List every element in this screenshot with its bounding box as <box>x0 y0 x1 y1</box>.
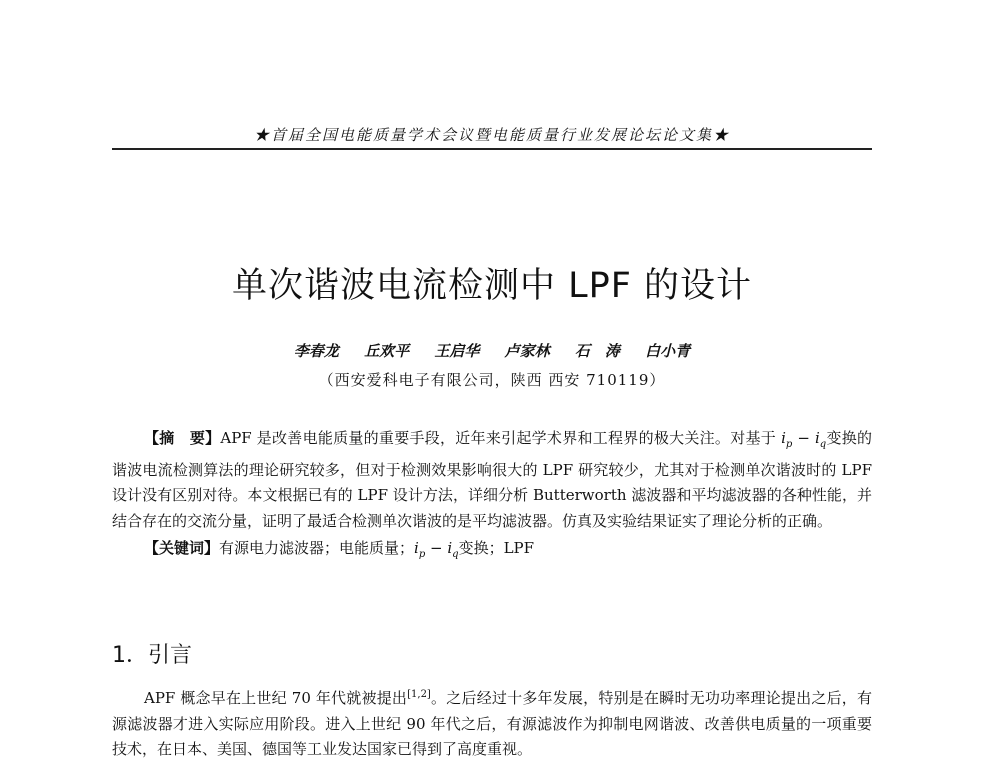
author: 丘欢平 <box>364 342 410 360</box>
author: 李春龙 <box>293 342 339 360</box>
abstract-text-cont: 变换的谐波电流检测算法的理论研究较多，但对于检测效果影响很大的 LPF 研究较少，尤其对于检测单次谐波时的 LPF 设计没有区别对待。本文根据已有的 LPF 设计方法，详细分析 Butterworth 滤波器和平均滤波器的各种性能，并结合存在的交流分量，证明了最适合检测单次谐波的是平均滤波器。仿真及实验结果证实了理论分析的正确。 <box>112 429 872 530</box>
keywords-text-cont: 变换；LPF <box>458 539 535 557</box>
abstract-text: APF 是改善电能质量的重要手段，近年来引起学术界和工程界的极大关注。对基于 <box>220 429 782 447</box>
section-heading: 1．引言 <box>112 643 192 668</box>
formula-iq: $i_q$ <box>447 539 459 560</box>
body-text: APF 概念早在上世纪 70 年代就被提出 <box>144 689 408 707</box>
formula-dash: − <box>792 429 815 447</box>
affiliation: （西安爱科电子有限公司，陕西 西安 710119） <box>318 371 666 389</box>
author-list <box>112 340 872 361</box>
abstract-label: 【摘 要】 <box>144 429 221 447</box>
body-text-cont: 。之后经过十多年发展，特别是在瞬时无功功率理论提出之后，有源滤波器才进入实际应用阶段。进入上世纪 90 年代之后，有源滤波作为抑制电网谐波、改善供电质量的一项重要技术，在日本、美国、德国等工业发达国家已得到了高度重视。 <box>112 689 872 758</box>
author: 卢家林 <box>504 342 550 360</box>
formula-iq: $i_q$ <box>814 429 827 450</box>
keywords-line <box>112 536 872 568</box>
author: 王启华 <box>434 342 480 360</box>
header-rule <box>112 148 872 150</box>
running-header: ★首届全国电能质量学术会议暨电能质量行业发展论坛论文集★ <box>253 126 730 144</box>
paper-title: 单次谐波电流检测中 LPF 的设计 <box>232 266 752 306</box>
formula-ip: $i_p$ <box>781 429 793 450</box>
keywords-label: 【关键词】 <box>144 539 220 557</box>
body-paragraph <box>112 682 872 763</box>
keywords-text: 有源电力滤波器；电能质量； <box>219 539 415 557</box>
formula-dash: − <box>425 539 448 557</box>
author: 石 涛 <box>574 342 620 360</box>
formula-ip: $i_p$ <box>414 539 426 560</box>
abstract-paragraph <box>112 426 872 534</box>
section-body <box>112 682 872 763</box>
author: 白小青 <box>645 342 691 360</box>
abstract-block <box>112 426 872 568</box>
citation: [1,2] <box>407 689 431 700</box>
